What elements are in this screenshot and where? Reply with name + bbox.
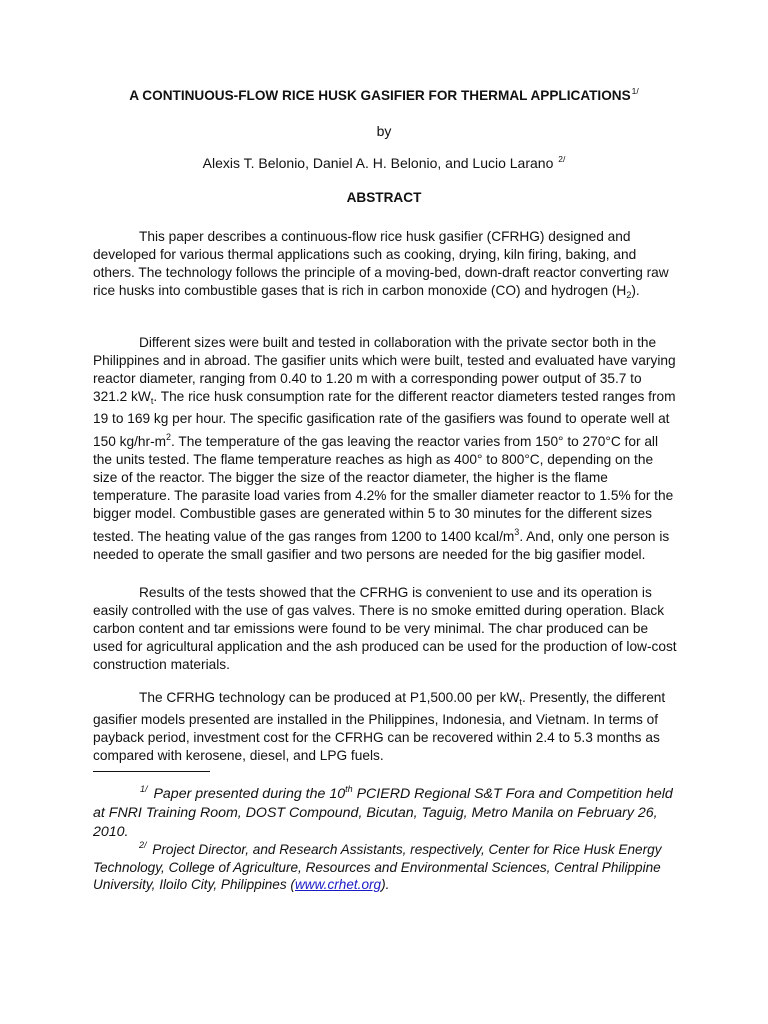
p2-subscript-t: t: [150, 396, 154, 406]
p2-text-c: . The temperature of the gas leaving the reactor varies from 150° to 270°C for all the units tested. The flame temperature reaches as high as 400° to 800°C, depending on the size of the reactor. The bigger the size of the reactor diameter, the higher is the flame temperature. The parasite load varies from 4.2% for the smaller diameter reactor to 1.5% for the bigger model. Combustible gases are generated within 5 to 30 minutes for the different sizes tested. The heating value of the gas ranges from 1200 to 1400 kcal/m: [93, 434, 674, 544]
p2-superscript-2: 2: [166, 432, 172, 442]
abstract-paragraph-3: Results of the tests showed that the CFRHG is convenient to use and its operation is easily controlled with the use of gas valves. There is no smoke emitted during operation. Black carbon content and tar emissions were found to be very minimal. The char produced can be used for agricultural application and the ash produced can be used for the production of low-cost construction materials.: [93, 585, 677, 672]
byline: by: [376, 123, 392, 139]
author-list: [60, 154, 708, 171]
author-footnote-mark: 2/: [558, 154, 566, 164]
p1-subscript: 2: [626, 290, 632, 300]
p1-end: ).: [631, 283, 640, 298]
abstract-paragraph-1: [93, 228, 677, 304]
p1-text: This paper describes a continuous-flow rice husk gasifier (CFRHG) designed and developed for various thermal applications such as cooking, drying, kiln firing, baking, and others. The technology follows the principle of a moving-bed, down-draft reactor converting raw rice husks into combustible gases that is rich in carbon monoxide (CO) and hydrogen (H: [93, 229, 669, 298]
footnote-1-text-a: Paper presented during the 10: [149, 786, 346, 802]
abstract-paragraph-4: [93, 689, 677, 765]
p4-subscript-t: t: [519, 697, 522, 707]
website-link[interactable]: www.crhet.org: [294, 877, 382, 892]
p2-text-a: Different sizes were built and tested in collaboration with the private sector both in the Philippines and in abroad. The gasifier units which were built, tested and evaluated have varying reactor diameter, ranging from 0.40 to 1.20 m with a corresponding power output of 35.7 to 321.2 kW: [93, 335, 676, 404]
footnote-divider: [93, 771, 210, 772]
footnote-1-superscript: th: [345, 784, 353, 794]
p2-superscript-3: 3: [514, 527, 520, 537]
p4-text-b: . Presently, the different gasifier models presented are installed in the Philippines, Indonesia, and Vietnam. In terms of payback period, investment cost for the CFRHG can be recovered within 2.4 to 5.3 months as compared with kerosene, diesel, and LPG fuels.: [93, 690, 666, 763]
footnote-1-text-b: PCIERD Regional S&T Fora and Competition held at FNRI Training Room, DOST Compound, Bicutan, Taguig, Metro Manila on February 26, 2010.: [93, 786, 673, 840]
title-footnote-mark: 1/: [631, 86, 639, 96]
footnote-2-text-b: ).: [381, 877, 390, 892]
footnote-1-mark: 1/: [140, 784, 148, 794]
p4-text-a: The CFRHG technology can be produced at P1,500.00 per kW: [139, 690, 520, 705]
p2-text-b: . The rice husk consumption rate for the different reactor diameters tested ranges from 19 to 169 kg per hour. The specific gasification rate of the gasifiers was found to operate well at 150 kg/hr-m: [93, 389, 676, 449]
footnote-2-text-a: Project Director, and Research Assistants, respectively, Center for Rice Husk Energy Technology, College of Agriculture, Resources and Environmental Sciences, Central Philippine University, Iloilo City, Philippines (: [93, 842, 662, 892]
footnote-2-mark: 2/: [139, 840, 147, 850]
abstract-heading: ABSTRACT: [346, 190, 422, 205]
author-names: Alexis T. Belonio, Daniel A. H. Belonio, and Lucio Larano: [202, 155, 554, 171]
footnote-2: [93, 837, 677, 894]
paper-title: [60, 86, 708, 103]
abstract-paragraph-2: [93, 334, 677, 564]
paper-title-text: A CONTINUOUS-FLOW RICE HUSK GASIFIER FOR THERMAL APPLICATIONS: [129, 88, 631, 103]
p2-text-d: . And, only one person is needed to operate the small gasifier and two persons are needed for the big gasifier model.: [93, 529, 670, 562]
footnote-1: [93, 780, 677, 842]
